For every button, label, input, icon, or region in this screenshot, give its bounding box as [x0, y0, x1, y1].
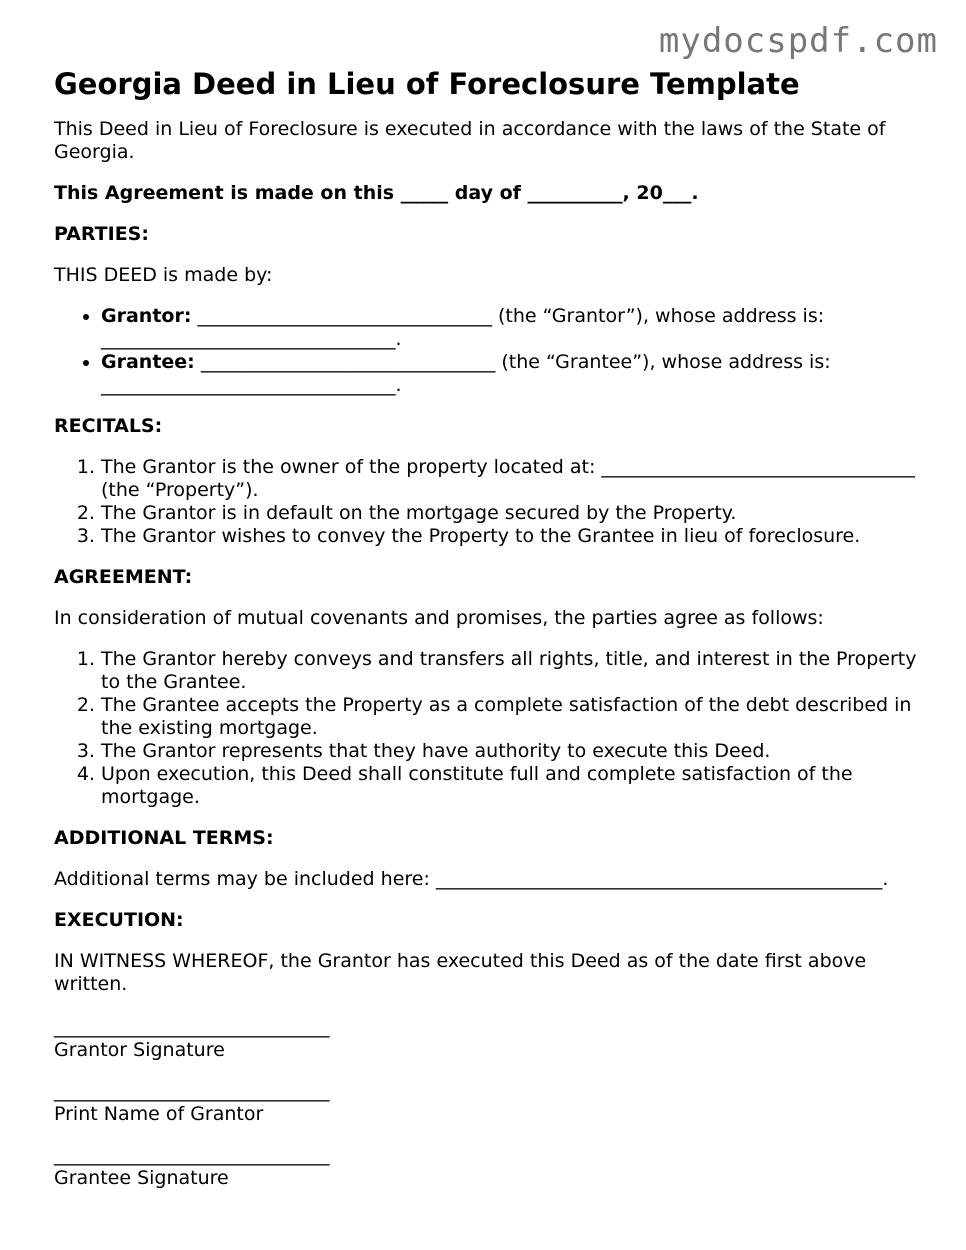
document-page: [54, 66, 920, 1190]
party-grantee: [101, 351, 920, 397]
signature-label: Grantee Signature: [54, 1167, 229, 1189]
additional-terms-heading: ADDITIONAL TERMS:: [54, 827, 274, 849]
signature-print-name: [54, 1080, 920, 1126]
execution-text: IN WITNESS WHEREOF, the Grantor has executed this Deed as of the date first above written.: [54, 950, 867, 995]
agreement-heading: AGREEMENT:: [54, 566, 193, 588]
party-label: Grantor:: [101, 305, 192, 327]
list-item: 4. Upon execution, this Deed shall constitute full and complete satisfaction of the mortgage.: [101, 763, 920, 809]
list-item: 2. The Grantee accepts the Property as a complete satisfaction of the debt described in the existing mortgage.: [101, 694, 920, 740]
list-item: 3. The Grantor wishes to convey the Property to the Grantee in lieu of foreclosure.: [101, 525, 920, 548]
list-item: 2. The Grantor is in default on the mortgage secured by the Property.: [101, 502, 920, 525]
party-text: _______________________________ (the “Grantor”), whose address is: _______________________________.: [101, 305, 825, 350]
agreement-lead: In consideration of mutual covenants and promises, the parties agree as follows:: [54, 607, 824, 629]
party-text: _______________________________ (the “Grantee”), whose address is: _______________________________.: [101, 351, 831, 396]
agreement-date-line: This Agreement is made on this _____ day of __________, 20___.: [54, 182, 699, 204]
signature-line: _____________________________: [54, 1144, 330, 1166]
signature-line: _____________________________: [54, 1080, 330, 1102]
party-label: Grantee:: [101, 351, 195, 373]
additional-terms-text: Additional terms may be included here: _______________________________________________.: [54, 868, 889, 890]
agreement-list: [54, 648, 920, 809]
list-item: 1. The Grantor is the owner of the property located at: _________________________________ (the “Property”).: [101, 456, 920, 502]
parties-lead: THIS DEED is made by:: [54, 264, 273, 286]
signature-grantee: [54, 1144, 920, 1190]
execution-heading: EXECUTION:: [54, 909, 184, 931]
list-item: 3. The Grantor represents that they have authority to execute this Deed.: [101, 740, 920, 763]
list-item: 1. The Grantor hereby conveys and transfers all rights, title, and interest in the Property to the Grantee.: [101, 648, 920, 694]
intro-paragraph: This Deed in Lieu of Foreclosure is executed in accordance with the laws of the State of Georgia.: [54, 118, 886, 163]
document-title: Georgia Deed in Lieu of Foreclosure Template: [54, 67, 800, 101]
signature-label: Print Name of Grantor: [54, 1103, 264, 1125]
watermark: mydocspdf.com: [658, 21, 938, 61]
signature-label: Grantor Signature: [54, 1039, 225, 1061]
signature-grantor: [54, 1016, 920, 1062]
parties-list: [54, 305, 920, 397]
parties-heading: PARTIES:: [54, 223, 149, 245]
party-grantor: [101, 305, 920, 351]
recitals-heading: RECITALS:: [54, 415, 163, 437]
recitals-list: [54, 456, 920, 548]
signature-line: _____________________________: [54, 1016, 330, 1038]
